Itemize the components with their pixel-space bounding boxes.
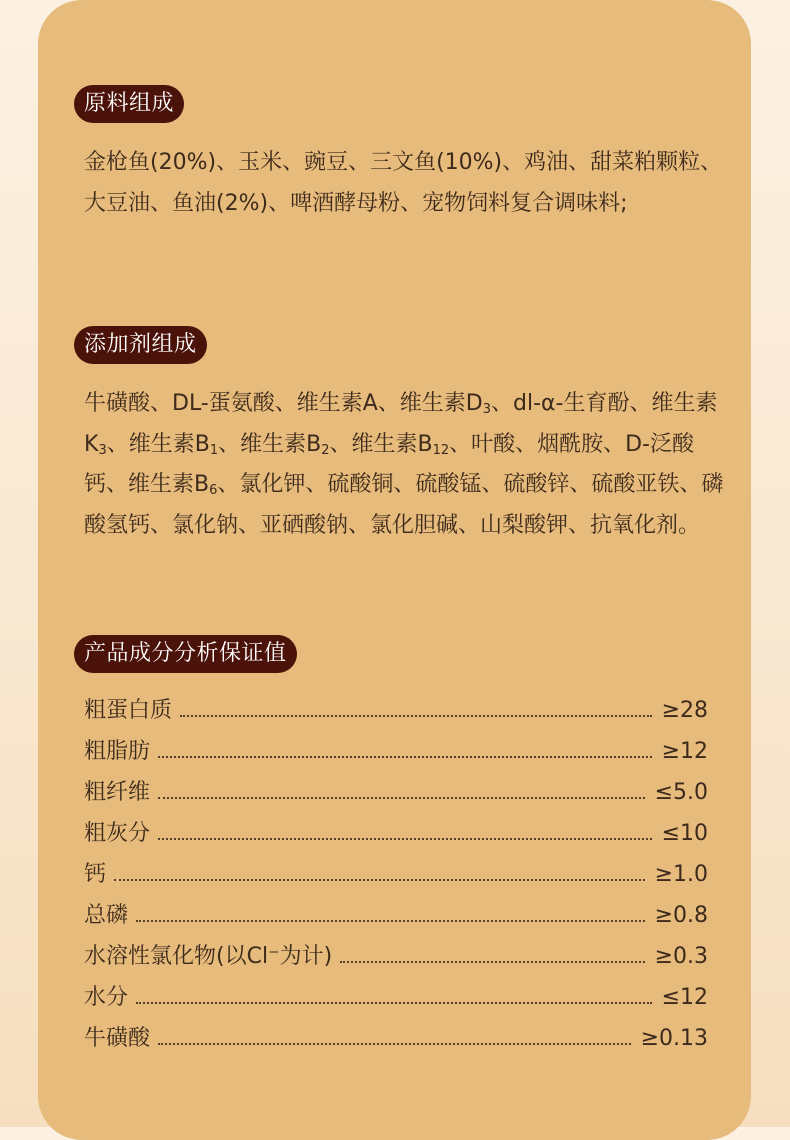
- additives-text-part: 、维生素B: [329, 431, 433, 457]
- row-name: 粗灰分: [84, 821, 151, 846]
- row-name: 牛磺酸: [84, 1026, 151, 1051]
- dot-leader: [158, 838, 652, 840]
- table-row: [84, 939, 708, 980]
- row-value: ≥28: [661, 698, 708, 723]
- additives-text-part: 、氯化钾、硫酸铜、硫酸锰、硫酸锌、硫酸亚铁、磷酸氢钙、氯化钠、亚硒酸钠、氯化胆碱、山梨酸钾、抗氧化剂。: [84, 472, 724, 538]
- table-row: [84, 857, 708, 898]
- subscript: 2: [321, 442, 330, 458]
- dot-leader: [114, 879, 645, 881]
- additives-text-part: 、维生素B: [106, 431, 210, 457]
- section-title-ingredients: 原料组成: [74, 85, 184, 123]
- row-value: ≥0.8: [654, 903, 708, 928]
- dot-leader: [158, 1043, 631, 1045]
- section-title-additives: 添加剂组成: [74, 326, 207, 364]
- table-row: [84, 816, 708, 857]
- additives-text-part: 、叶酸、烟酰胺、D-泛酸钙、维生素B: [84, 431, 694, 497]
- row-value: ≤10: [661, 821, 708, 846]
- dot-leader: [136, 920, 645, 922]
- subscript: 1: [209, 442, 219, 458]
- additives-text-part: 、dl-α-生育酚、维生素K: [84, 391, 718, 457]
- row-value: ≤5.0: [654, 780, 708, 805]
- dot-leader: [158, 756, 652, 758]
- dot-leader: [180, 715, 652, 717]
- section-title-analysis: 产品成分分析保证值: [74, 635, 297, 673]
- ingredients-text: 金枪鱼(20%)、玉米、豌豆、三文鱼(10%)、鸡油、甜菜粕颗粒、大豆油、鱼油(2%)、啤酒酵母粉、宠物饲料复合调味料;: [84, 150, 723, 216]
- subscript: 12: [432, 442, 450, 458]
- analysis-table: [84, 693, 708, 1062]
- row-name: 钙: [84, 862, 107, 887]
- table-row: [84, 898, 708, 939]
- additives-text: [84, 384, 724, 546]
- subscript: 3: [98, 442, 107, 458]
- row-value: ≤12: [661, 985, 708, 1010]
- row-name: 水溶性氯化物(以Cl⁻为计): [84, 944, 333, 969]
- dot-leader: [136, 1002, 652, 1004]
- row-name: 粗脂肪: [84, 739, 151, 764]
- table-row: [84, 693, 708, 734]
- row-name: 水分: [84, 985, 129, 1010]
- subscript: 6: [209, 483, 218, 498]
- table-row: [84, 734, 708, 775]
- table-row: [84, 1021, 708, 1062]
- subscript: 3: [482, 402, 492, 417]
- additives-text-part: 、维生素B: [218, 431, 322, 457]
- row-value: ≥1.0: [654, 862, 708, 887]
- additives-text-part: 牛磺酸、DL-蛋氨酸、维生素A、维生素D: [84, 391, 483, 416]
- dot-leader: [340, 961, 644, 963]
- row-name: 粗蛋白质: [84, 698, 173, 723]
- table-row: [84, 775, 708, 816]
- row-name: 总磷: [84, 903, 129, 928]
- row-value: ≥12: [661, 739, 708, 764]
- row-value: ≥0.3: [654, 944, 708, 969]
- dot-leader: [158, 797, 645, 799]
- row-value: ≥0.13: [640, 1026, 708, 1051]
- row-name: 粗纤维: [84, 780, 151, 805]
- table-row: [84, 980, 708, 1021]
